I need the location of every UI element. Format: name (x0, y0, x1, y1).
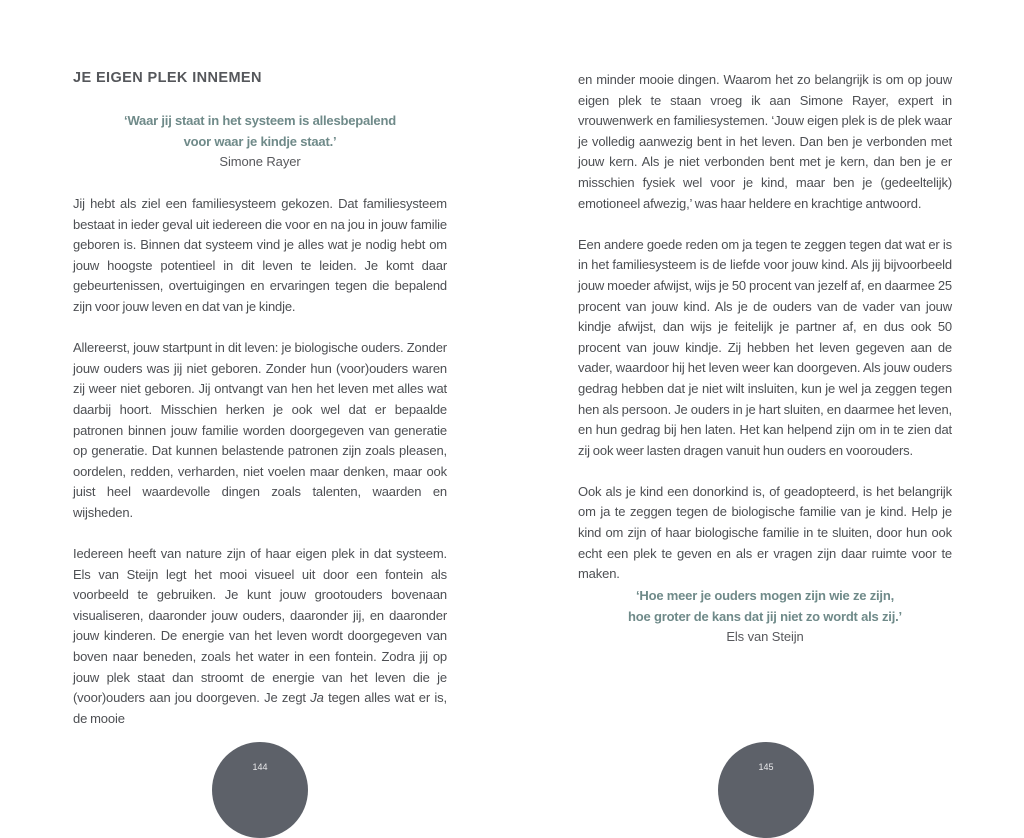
left-body-text (73, 194, 447, 729)
paragraph-text: Iedereen heeft van nature zijn of haar eigen plek in dat systeem. Els van Steijn legt het mooi visueel uit door een fontein als voorbeeld te gebruiken. Je kunt jouw grootouders bovenaan visualiseren, daaronder jouw ouders, daaronder jij, en daaronder jouw kinderen. De energie van het leven wordt doorgegeven van boven naar beneden, zoals het water in een fontein. Zodra jij op jouw plek staat dan stroomt de energie van het leven die je (voor)ouders aan jou doorgeven. Je zegt (73, 546, 447, 706)
quote-line: ‘Hoe meer je ouders mogen zijn wie ze zijn, (636, 588, 894, 603)
right-body-text (578, 70, 952, 585)
left-quote (73, 111, 447, 173)
quote-author: Els van Steijn (726, 629, 804, 645)
page-number: 145 (758, 762, 774, 772)
page-number-badge (718, 742, 814, 838)
chapter-heading: JE EIGEN PLEK INNEMEN (73, 70, 262, 86)
paragraph (73, 544, 447, 729)
paragraph-text: tegen alles wat er is, de mooie (73, 690, 447, 726)
quote-line: ‘Waar jij staat in het systeem is allesbepalend (124, 113, 396, 128)
quote-author: Simone Rayer (219, 154, 301, 170)
quote-line: voor waar je kindje staat.’ (183, 133, 337, 149)
paragraph: en minder mooie dingen. Waarom het zo belangrijk is om op jouw eigen plek te staan vroeg ik aan Simone Rayer, expert in vrouwenwerk en familiesystemen. ‘Jouw eigen plek is de plek waar je volledig aanwezig bent in het leven. Dan ben je verbonden met jouw kern. Als je niet verbonden bent met je kern, dan ben je er misschien fysiek wel voor je kind, maar ben je (gedeeltelijk) emotioneel afwezig,’ was haar heldere en krachtige antwoord. (578, 72, 952, 211)
paragraph: Jij hebt als ziel een familiesysteem gekozen. Dat familiesysteem bestaat in ieder geval uit iedereen die voor en na jou in jouw familie geboren is. Binnen dat systeem vind je alles wat je nodig hebt om jouw hoogste potentieel in dit leven te leiden. Je komt daar gebeurtenissen, overtuigingen en ervaringen tegen die bepalend zijn voor jouw leven en dat van je kindje. (73, 196, 447, 314)
right-quote (578, 586, 952, 648)
page-number: 144 (252, 762, 268, 772)
paragraph: Een andere goede reden om ja tegen te zeggen tegen dat wat er is in het familiesysteem is de liefde voor jouw kind. Als jij bijvoorbeeld jouw moeder afwijst, wijs je 50 procent van jezelf af, en daarmee 25 procent van jouw kind. Als je de ouders van de vader van jouw kindje afwijst, dan wijs je feitelijk je partner af, en dus ook 50 procent van jouw kindje. Zij hebben het leven gegeven aan de vader, waardoor hij het leven weer kan doorgeven. Als jouw ouders gedrag hebben dat je niet wilt insluiten, kun je wel ja zeggen tegen hen als persoon. Je ouders in je hart sluiten, en daarmee het leven, en hun gedrag bij hen laten. Het kan helpend zijn om in te zien dat zij ook weer lasten dragen vanuit hun ouders en voorouders. (578, 236, 952, 458)
quote-line: hoe groter de kans dat jij niet zo wordt als zij.’ (628, 608, 902, 624)
right-page (512, 0, 1024, 788)
left-page (0, 0, 512, 788)
italic-word: Ja (310, 690, 324, 706)
page-number-badge (212, 742, 308, 838)
paragraph: Allereerst, jouw startpunt in dit leven: je biologische ouders. Zonder jouw ouders was jij niet geboren. Zonder hun (voor)ouders waren zij weer niet geboren. Jij ontvangt van hen het leven met alles wat daarbij hoort. Misschien herken je ook wel dat er bepaalde patronen binnen jouw familie worden doorgegeven van generatie op generatie. Dat kunnen belastende patronen zijn zoals pleasen, oordelen, redden, verharden, niet voelen maar denken, maar ook juist heel waardevolle dingen zoals talenten, waarden en wijsheden. (73, 340, 447, 520)
paragraph: Ook als je kind een donorkind is, of geadopteerd, is het belangrijk om ja te zeggen tegen de biologische familie van je kind. Help je kind om zijn of haar biologische familie in te sluiten, door hun ook echt een plek te geven en als er vragen zijn daar ruimte voor te maken. (578, 483, 952, 582)
